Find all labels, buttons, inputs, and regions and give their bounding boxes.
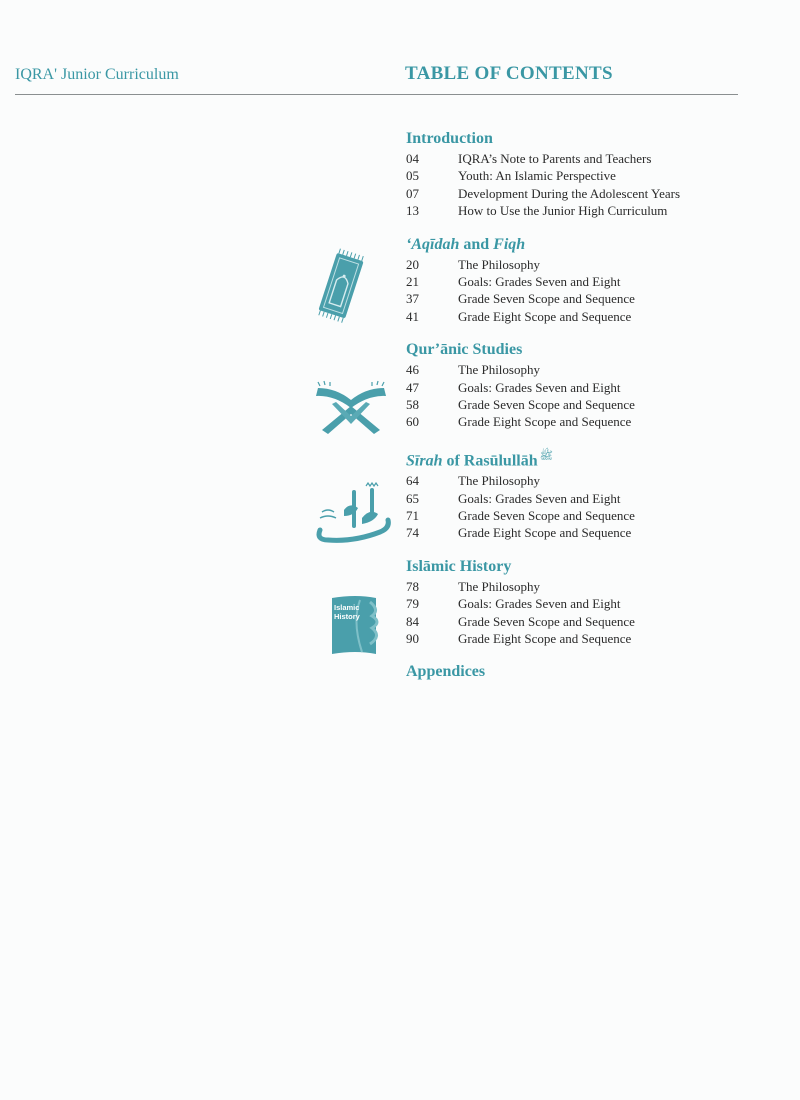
scroll-label-line2: History bbox=[334, 612, 360, 621]
toc-entry[interactable]: 78 The Philosophy bbox=[406, 578, 540, 594]
toc-entry[interactable]: 47 Goals: Grades Seven and Eight bbox=[406, 379, 621, 395]
toc-entry[interactable]: 04 IQRA’s Note to Parents and Teachers bbox=[406, 151, 652, 166]
running-header: IQRA' Junior Curriculum bbox=[15, 66, 179, 83]
toc-entry[interactable]: 60 Grade Eight Scope and Sequence bbox=[406, 414, 632, 430]
table-of-contents bbox=[406, 128, 766, 683]
toc-entry[interactable]: 20 The Philosophy bbox=[406, 256, 540, 272]
page-title: TABLE OF CONTENTS bbox=[405, 63, 613, 84]
toc-entry[interactable]: 71 Grade Seven Scope and Sequence bbox=[406, 508, 635, 524]
section-title[interactable]: Sīrah of Rasūlullāh $^ﷺ$ bbox=[406, 449, 553, 470]
toc-entry[interactable]: 13 How to Use the Junior High Curriculum bbox=[406, 203, 668, 219]
section-title[interactable]: Introduction bbox=[406, 130, 493, 147]
section-introduction bbox=[406, 128, 766, 220]
prayer-rug-icon bbox=[316, 246, 368, 326]
section-islamic-history bbox=[406, 556, 766, 648]
toc-entry[interactable]: 21 Goals: Grades Seven and Eight bbox=[406, 274, 621, 290]
toc-entry[interactable]: 90 Grade Eight Scope and Sequence bbox=[406, 631, 632, 647]
toc-entry[interactable]: 58 Grade Seven Scope and Sequence bbox=[406, 397, 635, 413]
pbuh-glyph: ﷺ bbox=[539, 449, 553, 462]
appendices-title[interactable]: Appendices bbox=[406, 663, 486, 681]
header-rule bbox=[15, 94, 738, 95]
islamic-history-scroll-icon bbox=[326, 592, 384, 660]
toc-entry[interactable]: 05 Youth: An Islamic Perspective bbox=[406, 168, 616, 184]
toc-entry[interactable]: 41 Grade Eight Scope and Sequence bbox=[406, 308, 632, 324]
toc-entry[interactable]: 64 The Philosophy bbox=[406, 473, 540, 489]
section-title[interactable]: Islāmic History bbox=[406, 557, 512, 575]
section-title[interactable]: ‘Aqīdah and Fiqh bbox=[406, 235, 526, 253]
section-title[interactable]: Qur’ānic Studies bbox=[406, 341, 523, 359]
quran-stand-icon bbox=[312, 380, 390, 436]
toc-entry[interactable]: 46 The Philosophy bbox=[406, 362, 540, 378]
toc-entry[interactable]: 74 Grade Eight Scope and Sequence bbox=[406, 525, 632, 541]
section-quranic-studies bbox=[406, 339, 766, 431]
muhammad-calligraphy-icon bbox=[314, 482, 394, 546]
toc-entry[interactable]: 37 Grade Seven Scope and Sequence bbox=[406, 291, 635, 307]
toc-entry[interactable]: 84 Grade Seven Scope and Sequence bbox=[406, 613, 635, 629]
section-aqidah-fiqh bbox=[406, 234, 766, 326]
toc-entry[interactable]: 79 Goals: Grades Seven and Eight bbox=[406, 596, 621, 612]
scroll-label-line1: Islamic bbox=[334, 603, 360, 612]
toc-entry[interactable]: 07 Development During the Adolescent Years bbox=[406, 185, 681, 201]
section-sirah bbox=[406, 445, 766, 542]
toc-entry[interactable]: 65 Goals: Grades Seven and Eight bbox=[406, 490, 621, 506]
